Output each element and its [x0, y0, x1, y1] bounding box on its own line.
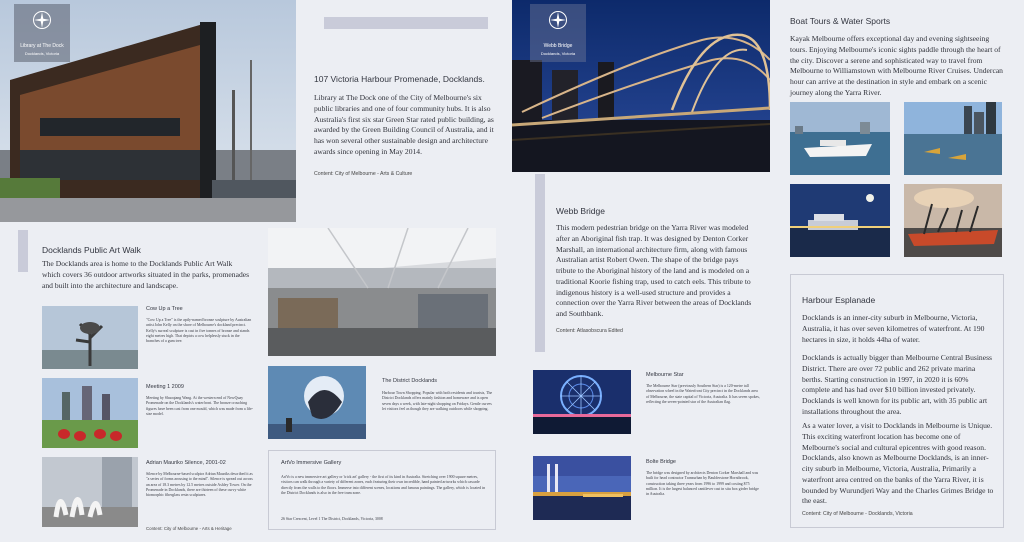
webb-badge-subtitle: Docklands, Victoria: [540, 51, 576, 56]
artvo-body: ArtVo is a new immersive art gallery or 'trick art' gallery - the first of its kind in Australia. Stretching over 1900 square metres, visitors can walk through a variety of different zones, each featuring their own incredible, hand painted artworks which cascade directly from the walls to the floors. Immerse into different scenes, locations and famous paintings. The gallery, which is located in the District Docklands is also in the free tram zone.: [281, 475, 486, 495]
boat-heading: Boat Tours & Water Sports: [790, 16, 891, 26]
art-item-title-1: Meeting 1 2009: [146, 384, 184, 390]
library-badge-title: Library at The Dock: [20, 43, 64, 49]
compass-emblem-icon: [548, 10, 568, 30]
boat-photo-1: [790, 102, 890, 175]
district-art-photo: [268, 366, 366, 439]
artwalk-heading: Docklands Public Art Walk: [42, 245, 141, 255]
star-title: Melbourne Star: [646, 372, 684, 378]
artwalk-intro: The Docklands area is home to the Docklands Public Art Walk which covers 36 outdoor artworks situated in the parks, promenades and built into the architecture and landscape.: [42, 259, 250, 290]
art-item-body-2: Silence by Melbourne-based sculptor Adrian Mauriks described it as "a series of forms arousing to the mind". Silence is spread out across an area of 18.3 metres by 12.5 metres outside Ashley Tower. On the Promenade in Docklands, there are thirteen of these curvy white biomorphic fiberglass resin sculptures.: [146, 472, 253, 498]
art-photo-silence: [42, 457, 138, 527]
esplanade-p3: As a water lover, a visit to Docklands in Melbourne is Unique. This exciting waterfront location has become one of Melbourne's social and cultural epicentres with good reason. Docklands, also known as Melbourne Docklands, is an inner-city suburb in Melbourne, Victoria, Australia, Primarily a waterfront area centred on the banks of the Yarra River, it is bounded by Wurundjeri Way and the Charles Grimes Bridge to the east.: [802, 421, 994, 506]
district-mall-photo: [268, 228, 496, 356]
esplanade-credit: Content: City of Melbourne - Docklands, Victoria: [802, 511, 913, 517]
library-body: Library at The Dock one of the City of Melbourne's six public libraries and one of four community hubs. It is also Australia's first six star Green Star rated public building, as awarded by the Green Building Council of Australia, and it has won several other sustainable design and architecture awards since opening in May 2014.: [314, 93, 494, 156]
esplanade-box: [790, 274, 1004, 528]
boat-body: Kayak Melbourne offers exceptional day and evening sightseeing tours. Enjoying Melbourne's iconic sights paddle through the heart of the city. Discover a serene and sophisticated way to travel from Melbourne to Williamstown with Melbourne River Cruises. Undercan hour can arrive at the destination in style and embark on a scenic journey along the Yarra River.: [790, 34, 1003, 97]
library-badge-subtitle: Docklands, Victoria: [24, 51, 60, 56]
esplanade-p1: Docklands is an inner-city suburb in Melbourne, Victoria, Australia, it has over seven kilometres of waterfront. At 190 hectares in size, it holds 44ha of water.: [802, 313, 985, 344]
boat-photo-4: [904, 184, 1002, 257]
art-item-body-1: Meeting by Shaoqiang Wang. At the western end of NewQuay Promenade on the Docklands's waterfront. The bronze crouching figures have been cast from one mould, which was made from a life-size model.: [146, 396, 254, 416]
webb-body: This modern pedestrian bridge on the Yarra River was modeled after an Aboriginal fish trap. It was designed by Denton Corker Marshall, an international architecture firm, along with famous Australian artist Robert Owen. The shape of the bridge pays tribute to the Aboriginal history of the land and is modeled on a traditional Koorie fishing trap, used to catch eels. This tribute to indigenous history is a well-used structure and provides a connection over the Yarra River between the areas of Docklands and Southbank.: [556, 223, 752, 319]
webb-accent-bar: [535, 174, 545, 352]
library-heading: 107 Victoria Harbour Promenade, Docklands.: [314, 74, 485, 84]
library-badge: [14, 4, 70, 62]
boat-photo-2: [904, 102, 1002, 175]
art-item-body-0: "Cow Up a Tree" is the aptly-named bronze sculpture by Australian artist John Kelly on the shore of Melbourne's dockland precinct. Kelly's surreal sculpture is cast in five tonnes of bronze and stands eight metres high. That depicts a cow helplessly stuck in the branches of a gum tree.: [146, 318, 252, 344]
art-item-title-2: Adrian Mauriko Silence, 2001-02: [146, 460, 226, 466]
webb-heading: Webb Bridge: [556, 206, 605, 216]
esplanade-p2: Docklands is actually bigger than Melbourne Central Business District. There are over 72 public and 262 private marina berths. Starting construction in 1997, in 2020 it is 60% complete and has had over $10 billion invested privately. Docklands is well known for its public art, with 35 public art installations throughout the area.: [802, 353, 993, 416]
artvo-address: 26 Star Crescent, Level 1 The District, Docklands, Victoria, 3008: [281, 517, 383, 521]
district-title: The District Docklands: [382, 378, 438, 384]
boat-photo-3: [790, 184, 890, 257]
bolte-title: Bolte Bridge: [646, 459, 676, 465]
compass-emblem-icon: [32, 10, 52, 30]
artwalk-accent-bar: [18, 230, 28, 272]
library-accent-bar: [324, 17, 488, 29]
artvo-title: ArtVo Immersive Gallery: [281, 460, 342, 466]
district-body: Harbour Town Shopping. Popular with both residents and tourists, The District Docklands offers mainly fashion and homeware and is open seven days a week, with late-night shopping on Fridays. Gentle curves let visitors feel as though they are walking outdoors while shopping.: [382, 391, 493, 411]
melbourne-star-photo: [533, 370, 631, 434]
artvo-box: [268, 450, 496, 530]
art-item-title-0: Cow Up a Tree: [146, 306, 183, 312]
star-body: The Melbourne Star (previously Southern Star) is a 120-metre tall observation wheel in the Waterfront City precinct in the Docklands area of Melbourne, the state capital of Victoria, Australia. It has seven spokes, reflecting the seven-pointed star of the Australian flag.: [646, 384, 760, 404]
bolte-body: The bridge was designed by architects Denton Corker Marshall and was built for head contractor Transurban by Baulderstone Hornibrook, construction taking three years from 1996 to 1999 and costing $75 million. It is the largest balanced cantilever cast in situ box girder bridge in Australia.: [646, 471, 759, 497]
artwalk-credit: Content: City of Melbourne - Arts & Heritage: [146, 526, 232, 531]
esplanade-heading: Harbour Esplanade: [802, 295, 876, 305]
webb-badge-title: Webb Bridge: [543, 43, 573, 49]
webb-badge: [530, 4, 586, 62]
bolte-bridge-photo: [533, 456, 631, 520]
art-photo-meeting: [42, 378, 138, 448]
webb-credit: Content: Atlasobscura Edited: [556, 328, 623, 334]
art-photo-cow: [42, 306, 138, 369]
library-credit: Content: City of Melbourne - Arts & Culture: [314, 171, 413, 177]
